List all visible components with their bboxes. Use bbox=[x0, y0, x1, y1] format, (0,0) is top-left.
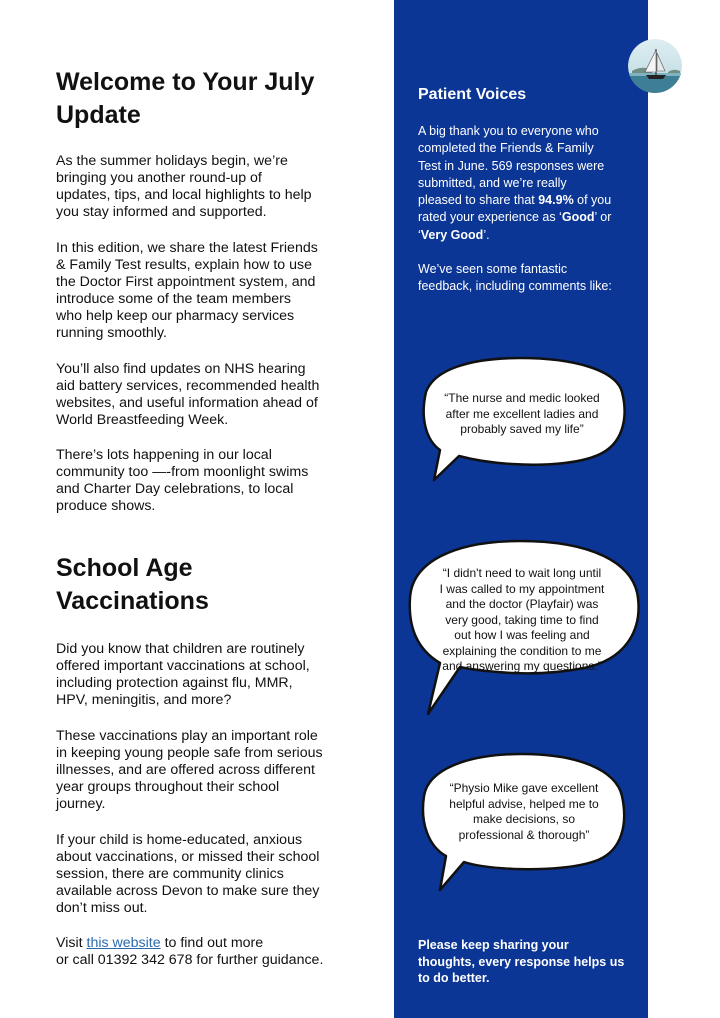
text-fragment: ’ or bbox=[594, 210, 612, 225]
text-line: and the doctor (Playfair) was bbox=[445, 597, 599, 611]
quote-1 bbox=[432, 391, 612, 438]
rating-very-good: Very Good bbox=[420, 227, 484, 242]
vaccinations-paragraph bbox=[56, 728, 356, 813]
text-line: I was called to my appointment bbox=[439, 581, 605, 596]
website-link[interactable]: this website bbox=[86, 935, 161, 951]
text-line: session, there are community clinics bbox=[56, 866, 284, 882]
text-line: updates, tips, and local highlights to help bbox=[56, 187, 312, 203]
text-line: offered important vaccinations at school, bbox=[56, 658, 310, 674]
welcome-title-line: Welcome to Your July bbox=[56, 68, 315, 96]
text-line: thoughts, every response helps us bbox=[418, 954, 625, 969]
text-line: World Breastfeeding Week. bbox=[56, 412, 229, 428]
text-line: and answering my questions.” bbox=[442, 659, 602, 673]
welcome-paragraph bbox=[56, 153, 356, 221]
text-line: In this edition, we share the latest Friends bbox=[56, 240, 318, 256]
text-line: helpful advise, helped me to bbox=[449, 796, 599, 811]
text-fragment: of you bbox=[573, 193, 612, 208]
text-line: “Physio Mike gave excellent bbox=[449, 781, 599, 795]
text-line: & Family Test results, explain how to use bbox=[56, 257, 313, 273]
text-fragment: ‘ bbox=[418, 227, 421, 242]
text-line: running smoothly. bbox=[56, 325, 167, 341]
text-line: in keeping young people safe from serious bbox=[56, 745, 323, 761]
text-line: year groups throughout their school bbox=[56, 779, 280, 795]
vaccinations-title-line: School Age bbox=[56, 554, 193, 582]
text-line: don’t miss out. bbox=[56, 900, 148, 916]
text-line: community too —-from moonlight swims bbox=[56, 464, 309, 480]
vaccinations-title bbox=[56, 552, 356, 618]
text-line: to do better. bbox=[418, 971, 490, 985]
text-line: feedback, including comments like: bbox=[418, 279, 612, 294]
text-line: HPV, meningitis, and more? bbox=[56, 692, 232, 708]
welcome-paragraph bbox=[56, 240, 356, 342]
text-line: make decisions, so bbox=[472, 812, 576, 826]
text-line: There’s lots happening in our local bbox=[56, 447, 272, 463]
visit-line: or call 01392 342 678 for further guidance. bbox=[56, 952, 324, 968]
percent-value: 94.9% bbox=[538, 193, 574, 208]
speech-bubbles bbox=[394, 0, 648, 1018]
text-line: A big thank you to everyone who bbox=[418, 124, 599, 138]
text-line: professional & thorough” bbox=[458, 827, 590, 842]
text-line: These vaccinations play an important role bbox=[56, 728, 318, 744]
visit-line bbox=[56, 935, 356, 952]
text-fragment: ’. bbox=[483, 227, 490, 242]
text-line: bringing you another round-up of bbox=[56, 170, 262, 186]
welcome-paragraph bbox=[56, 447, 356, 515]
text-line: out how I was feeling and bbox=[454, 628, 590, 642]
text-fragment: pleased to share that bbox=[418, 193, 539, 208]
vaccinations-title-line: Vaccinations bbox=[56, 587, 209, 615]
text-line: who help keep our pharmacy services bbox=[56, 308, 295, 324]
visit-paragraph bbox=[56, 935, 356, 969]
text-line: you stay informed and supported. bbox=[56, 204, 267, 220]
text-line: If your child is home-educated, anxious bbox=[56, 832, 303, 848]
patient-voices-title: Patient Voices bbox=[418, 86, 527, 103]
text-line: You’ll also find updates on NHS hearing bbox=[56, 361, 306, 377]
text-line: very good, taking time to find bbox=[445, 612, 599, 627]
welcome-paragraph bbox=[56, 361, 356, 429]
text-fragment: rated your experience as ‘ bbox=[418, 210, 562, 225]
text-line: introduce some of the team members bbox=[56, 291, 291, 307]
text-line: about vaccinations, or missed their school bbox=[56, 849, 320, 865]
vaccinations-paragraph bbox=[56, 832, 356, 917]
text-line: websites, and useful information ahead of bbox=[56, 395, 318, 411]
welcome-title-line: Update bbox=[56, 101, 141, 129]
text-line: journey. bbox=[56, 796, 106, 812]
text-line: probably saved my life” bbox=[460, 422, 584, 436]
text-line: and Charter Day celebrations, to local bbox=[56, 481, 294, 497]
visit-prefix: Visit bbox=[56, 935, 87, 951]
text-line: aid battery services, recommended health bbox=[56, 378, 320, 394]
quote-2 bbox=[418, 566, 626, 675]
visit-suffix: to find out more bbox=[160, 935, 264, 951]
text-line: Please keep sharing your bbox=[418, 938, 569, 952]
text-line: As the summer holidays begin, we’re bbox=[56, 153, 288, 169]
vaccinations-paragraph bbox=[56, 641, 356, 709]
text-line: “The nurse and medic looked bbox=[444, 391, 600, 405]
welcome-title bbox=[56, 66, 356, 132]
text-line: produce shows. bbox=[56, 498, 156, 514]
text-line: the Doctor First appointment system, and bbox=[56, 274, 316, 290]
text-line: We’ve seen some fantastic bbox=[418, 262, 568, 276]
text-line: after me excellent ladies and bbox=[445, 406, 599, 421]
text-line: Test in June. 569 responses were bbox=[418, 158, 605, 173]
closing-message bbox=[418, 937, 636, 987]
rating-good: Good bbox=[561, 210, 595, 225]
text-line: “I didn't need to wait long until bbox=[442, 566, 602, 580]
text-line: illnesses, and are offered across different bbox=[56, 762, 315, 778]
text-line: available across Devon to make sure they bbox=[56, 883, 320, 899]
text-line: explaining the condition to me bbox=[442, 643, 602, 658]
text-line: Did you know that children are routinely bbox=[56, 641, 305, 657]
text-line: completed the Friends & Family bbox=[418, 141, 594, 156]
text-line: including protection against flu, MMR, bbox=[56, 675, 293, 691]
quote-3 bbox=[434, 781, 614, 843]
text-line: submitted, and we’re really bbox=[418, 175, 567, 190]
